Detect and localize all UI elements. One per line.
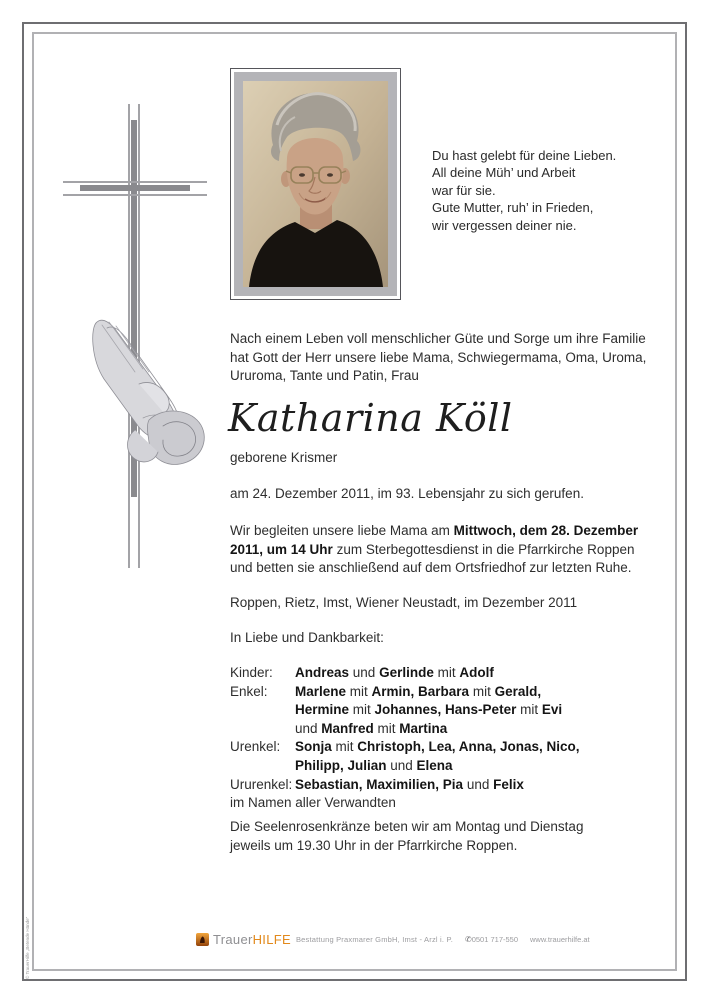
family-section [230, 664, 670, 813]
family-names [295, 776, 670, 795]
family-names-line: Andreas und Gerlinde mit Adolf [295, 665, 494, 680]
family-names [295, 664, 670, 683]
maiden-name: geborene Krismer [230, 450, 338, 465]
gratitude-line: In Liebe und Dankbarkeit: [230, 630, 384, 645]
brand-name [213, 932, 291, 947]
praying-hands-image [83, 318, 209, 472]
family-row [230, 738, 670, 775]
family-role-label: Enkel: [230, 683, 268, 699]
family-list [230, 664, 670, 794]
memorial-poem: Du hast gelebt für deine Lieben. All deine Müh’ und Arbeit war für sie. Gute Mutter, ruh’ in Frieden, wir vergessen deiner nie. [432, 148, 617, 233]
cross-horizontal-line-bottom [63, 194, 207, 196]
copyright-vertical-text: © TrauerHilfe „Betende Hände“ [25, 916, 30, 979]
phone-line [465, 935, 518, 944]
family-closing-line: im Namen aller Verwandten [230, 795, 396, 811]
family-names [295, 738, 670, 775]
family-names-line: Sonja mit Christoph, Lea, Anna, Jonas, Nico, [295, 739, 580, 755]
website-url: www.trauerhilfe.at [530, 935, 590, 944]
portrait-photo [243, 81, 388, 287]
portrait-photo-frame [230, 68, 401, 300]
funeral-home-footer [196, 932, 590, 947]
announcement-text: Nach einem Leben voll menschlicher Güte und Sorge um ihre Familie hat Gott der Herr unsere liebe Mama, Schwiegermama, Oma, Uroma, Ururoma, Tante und Patin, Frau [230, 331, 647, 383]
family-names-line: Marlene mit Armin, Barbara mit Gerald, [295, 683, 542, 699]
funeral-details: Wir begleiten unsere liebe Mama am Mittwoch, dem 28. Dezember 2011, um 14 Uhr zum Sterbegottesdienst in die Pfarrkirche Roppen und betten sie anschließend auf dem Ortsfriedhof zur letzten Ruhe. [230, 523, 639, 575]
phone-number: 0501 717-550 [471, 935, 518, 944]
family-names-line: und Manfred mit Martina [295, 720, 448, 736]
rosary-notice: Die Seelenrosenkränze beten wir am Montag und Dienstag jeweils um 19.30 Uhr in der Pfarrkirche Roppen. [230, 819, 584, 853]
family-role-label: Ururenkel: [230, 776, 293, 792]
company-line: Bestattung Praxmarer GmbH, Imst - Arzl i. P. [295, 935, 453, 944]
family-row [230, 683, 670, 739]
family-role-label: Urenkel: [230, 739, 281, 755]
places-date-line: Roppen, Rietz, Imst, Wiener Neustadt, im Dezember 2011 [230, 595, 578, 610]
family-names-line: Hermine mit Johannes, Hans-Peter mit Evi [295, 702, 563, 718]
phone-icon: ✆ [465, 935, 472, 944]
family-role-label: Kinder: [230, 665, 273, 680]
family-names-line: Sebastian, Maximilien, Pia und Felix [295, 776, 524, 792]
deceased-name: Katharina Köll [228, 396, 513, 440]
trauerhilfe-logo-icon [196, 933, 209, 946]
cross-horizontal-line-top [63, 181, 207, 183]
death-date-line: am 24. Dezember 2011, im 93. Lebensjahr zu sich gerufen. [230, 486, 584, 501]
brand-prefix: Trauer [213, 932, 253, 947]
family-names [295, 683, 670, 739]
brand-suffix: HILFE [252, 932, 291, 947]
portrait-photo-matte [234, 72, 397, 296]
cross-horizontal-bar [80, 185, 190, 191]
family-row [230, 776, 670, 795]
family-row [230, 664, 670, 683]
family-names-line: Philipp, Julian und Elena [295, 757, 453, 773]
